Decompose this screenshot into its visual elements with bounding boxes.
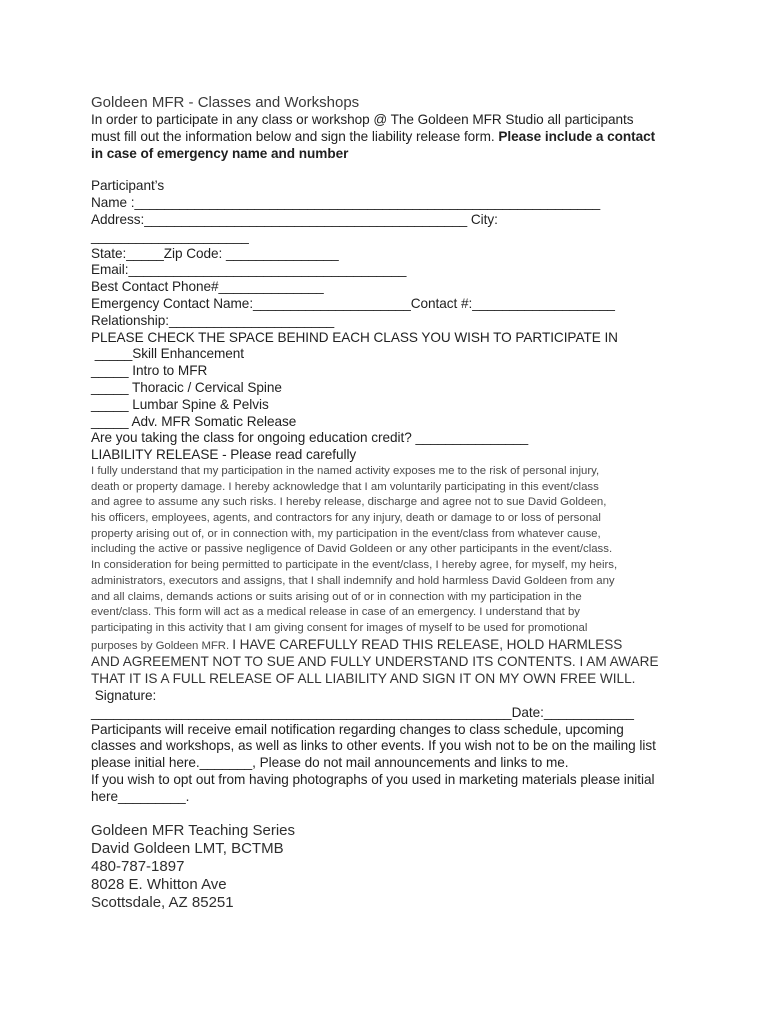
release-caps-line: THAT IT IS A FULL RELEASE OF ALL LIABILITY AND SIGN IT ON MY OWN FREE WILL.	[91, 671, 636, 687]
release-line: I fully understand that my participation in the named activity exposes me to the risk of personal injury,	[91, 464, 600, 477]
signature-label: Signature:	[91, 687, 157, 703]
signature-date-field[interactable]: ________________________________________________________Date:____________	[91, 704, 634, 720]
contact-footer	[91, 822, 691, 912]
notice-line: Participants will receive email notification regarding changes to class schedule, upcoming	[91, 721, 624, 737]
participants-label: Participant’s	[91, 178, 165, 194]
state-zip-field[interactable]: State:_____Zip Code: _______________	[91, 245, 339, 261]
footer-org: Goldeen MFR Teaching Series	[91, 821, 295, 839]
address-field[interactable]: Address:___________________________________________ City:	[91, 211, 498, 227]
release-caps-line: AND AGREEMENT NOT TO SUE AND FULLY UNDERSTAND ITS CONTENTS. I AM AWARE	[91, 654, 659, 670]
release-line: including the active or passive negligence of David Goldeen or any other participants in the event/class.	[91, 543, 613, 556]
class-option-intro[interactable]: _____ Intro to MFR	[91, 363, 208, 379]
liability-release	[91, 447, 691, 688]
intro-line: In order to participate in any class or workshop @ The Goldeen MFR Studio all participants	[91, 112, 634, 127]
emergency-contact-field[interactable]: Emergency Contact Name:_____________________Contact #:___________________	[91, 295, 615, 311]
notice-line: If you wish to opt out from having photographs of you used in marketing materials please initial	[91, 771, 655, 787]
release-line: In consideration for being permitted to participate in the event/class, I hereby agree, for myself, my heirs,	[91, 559, 618, 572]
intro-text: must fill out the information below and sign the liability release form.	[91, 128, 499, 144]
class-option-somatic[interactable]: _____ Adv. MFR Somatic Release	[91, 413, 297, 429]
participant-fields	[91, 178, 691, 329]
release-line: and agree to assume any such risks. I hereby release, discharge and agree not to sue David Goldeen,	[91, 496, 607, 509]
intro-paragraph	[91, 112, 691, 162]
release-line: participating in this activity that I am giving consent for images of myself to be used for promotional	[91, 621, 588, 634]
mailing-notice	[91, 722, 691, 806]
release-line: his officers, employees, agents, and contractors for any injury, death or damage to or loss of personal	[91, 512, 601, 525]
photo-optout-field[interactable]: here_________.	[91, 788, 190, 804]
release-line: death or property damage. I hereby acknowledge that I am voluntarily participating in this event/class	[91, 480, 599, 493]
email-field[interactable]: Email:_____________________________________	[91, 262, 407, 278]
release-line-mixed	[91, 637, 691, 655]
class-heading: PLEASE CHECK THE SPACE BEHIND EACH CLASS YOU WISH TO PARTICIPATE IN	[91, 329, 618, 345]
footer-name: David Goldeen LMT, BCTMB	[91, 839, 284, 857]
release-caps: I HAVE CAREFULLY READ THIS RELEASE, HOLD HARMLESS	[232, 636, 623, 652]
release-text: purposes by Goldeen MFR.	[91, 639, 233, 652]
class-option-skill[interactable]: _____Skill Enhancement	[91, 346, 245, 362]
footer-city: Scottsdale, AZ 85251	[91, 893, 234, 911]
page-title: Goldeen MFR - Classes and Workshops	[91, 94, 360, 111]
education-credit-field[interactable]: Are you taking the class for ongoing education credit? _______________	[91, 430, 529, 446]
relationship-field[interactable]: Relationship:______________________	[91, 312, 335, 328]
form-body	[91, 93, 691, 912]
class-selection	[91, 330, 691, 448]
class-option-thoracic[interactable]: _____ Thoracic / Cervical Spine	[91, 379, 282, 395]
release-line: administrators, executors and assigns, that I shall indemnify and hold harmless David Goldeen from any	[91, 574, 615, 587]
city-field[interactable]: _____________________	[91, 228, 249, 244]
release-line: and all claims, demands actions or suits arising out of or in connection with my participation in the	[91, 590, 582, 603]
liability-heading: LIABILITY RELEASE - Please read carefully	[91, 447, 357, 463]
intro-emphasis-line: in case of emergency name and number	[91, 145, 349, 161]
release-line: event/class. This form will act as a medical release in case of an emergency. I understand that by	[91, 606, 580, 619]
notice-line: classes and workshops, as well as links to other events. If you wish not to be on the mailing list	[91, 738, 656, 754]
intro-line	[91, 129, 691, 146]
footer-phone: 480-787-1897	[91, 857, 185, 875]
phone-field[interactable]: Best Contact Phone#______________	[91, 279, 324, 295]
footer-street: 8028 E. Whitton Ave	[91, 875, 227, 893]
signature-block	[91, 688, 691, 722]
mailing-optout-field[interactable]: please initial here._______, Please do not mail announcements and links to me.	[91, 755, 569, 771]
intro-emphasis: Please include a contact	[498, 128, 656, 144]
release-line: property arising out of, or in connection with, my participation in the event/class from whatever cause,	[91, 527, 601, 540]
class-option-lumbar[interactable]: _____ Lumbar Spine & Pelvis	[91, 396, 269, 412]
name-field[interactable]: Name :______________________________________________________________	[91, 195, 601, 211]
spacer	[91, 162, 691, 178]
